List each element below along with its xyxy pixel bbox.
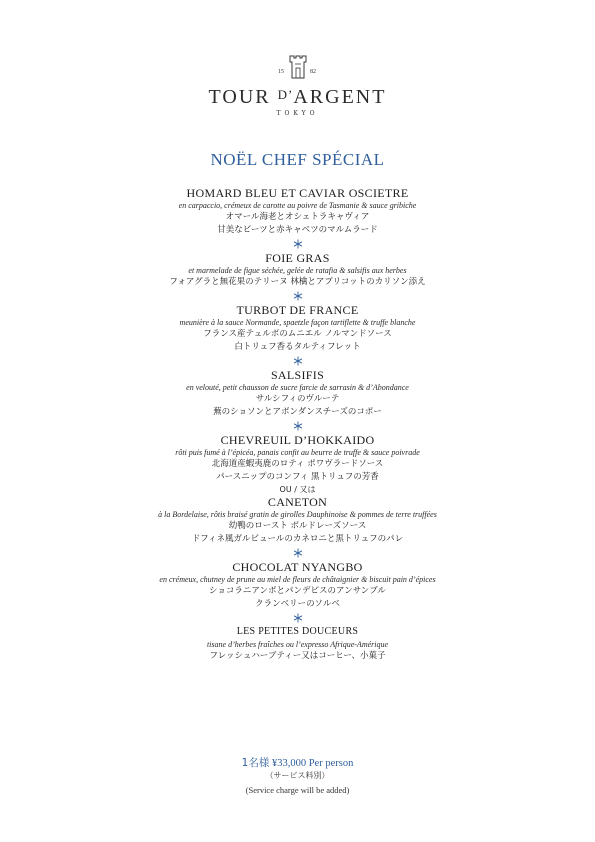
snowflake-separator (0, 546, 595, 560)
course-description-jp: 甘美なビーツと赤キャベツのマルムラード (217, 225, 378, 235)
price-prefix: 1名様 (241, 757, 270, 769)
course-description-fr: en carpaccio, crémeux de carotte au poivre de Tasmanie & sauce gribiche (178, 201, 417, 210)
course-description-jp: 北海道産蝦夷鹿のロティ ポワヴラードソース (211, 459, 384, 469)
snowflake-separator (0, 419, 595, 433)
logo (0, 52, 595, 117)
course-description-jp: 蕪のショソンとアボンダンスチーズのコポー (213, 407, 382, 417)
snowflake-icon (293, 356, 303, 366)
course-description-jp: クランベリーのソルベ (255, 599, 340, 609)
course-description-fr: en velouté, petit chausson de sucre farcie de sarrasin & d’Abondance (186, 383, 409, 392)
snowflake-separator (0, 354, 595, 368)
service-charge-jp: （サービス料別） (265, 771, 330, 780)
course-description-fr: tisane d’herbes fraîches ou l’expresso Afrique-Amérique (206, 640, 389, 649)
course-item (0, 560, 595, 611)
course-description-jp: フランス産テュルボのムニエル ノルマンドソース (203, 329, 392, 339)
brand-name: TOUR $^{D’}$ARGENT (208, 86, 387, 108)
course-item (0, 251, 595, 289)
course-description-jp: ドフィネ風ガルビュールのカネロニと黒トリュフのパレ (191, 534, 404, 544)
course-name: CANETON (267, 495, 328, 509)
course-description-jp: ショコラニアンボとパンデピスのアンサンブル (209, 586, 386, 596)
course-item (0, 495, 595, 546)
course-list (0, 186, 595, 663)
course-name: FOIE GRAS (265, 251, 330, 265)
course-description-fr: et marmelade de figue séchée, gelée de ratafia & salsifis aux herbes (188, 266, 407, 275)
menu-title: NOËL CHEF SPÉCIAL (210, 150, 385, 169)
logo-year-right: 82 (309, 69, 316, 75)
course-description-fr: rôti puis fumé à l’épicéa, panais confit au beurre de truffe & sauce poivrade (175, 448, 420, 457)
snowflake-separator (0, 237, 595, 251)
service-charge-en: (Service charge will be added) (245, 785, 350, 795)
course-description-jp: サルシフィのヴルーテ (255, 394, 340, 404)
course-name: CHEVREUIL D’HOKKAIDO (220, 433, 375, 447)
snowflake-icon (293, 291, 303, 301)
course-description-fr: à la Bordelaise, rôtis braisé gratin de girolles Dauphinoise & pommes de terre truffées (158, 510, 437, 519)
course-name: TURBOT DE FRANCE (236, 303, 359, 317)
course-description-fr: meunière à la sauce Normande, spaetzle façon tartiflette & truffe blanche (179, 318, 416, 327)
snowflake-icon (293, 421, 303, 431)
course-description-jp: 白トリュフ香るタルティフレット (234, 342, 361, 352)
snowflake-icon (293, 613, 303, 623)
course-name: SALSIFIS (270, 368, 325, 382)
course-item (0, 186, 595, 237)
course-name: LES PETITES DOUCEURS (236, 626, 359, 637)
or-separator: OU / 又は (279, 485, 316, 494)
price-amount: ¥33,000 Per person (271, 758, 354, 769)
price-line (0, 755, 595, 770)
snowflake-separator (0, 611, 595, 625)
brand-city: TOKYO (276, 110, 319, 117)
snowflake-icon (293, 548, 303, 558)
course-description-jp: フレッシュハーブティー又はコーヒー、小菓子 (209, 651, 386, 661)
course-item (0, 625, 595, 663)
course-item (0, 368, 595, 419)
course-description-fr: en crémeux, chutney de prune au miel de fleurs de châtaignier & biscuit pain d’épices (159, 575, 436, 584)
course-item (0, 303, 595, 354)
tower-crest-icon (268, 52, 328, 84)
logo-year-left: 15 (277, 69, 284, 75)
course-item (0, 433, 595, 484)
course-description-jp: パースニップのコンフィ 黒トリュフの芳香 (216, 472, 379, 482)
snowflake-icon (293, 239, 303, 249)
course-description-jp: フォアグラと無花果のテリーヌ 林檎とアプリコットのカリソン添え (169, 277, 426, 287)
course-name: CHOCOLAT NYANGBO (232, 560, 363, 574)
course-description-jp: 幼鴨のロースト ボルドレーズソース (228, 521, 367, 531)
snowflake-separator (0, 289, 595, 303)
course-description-jp: オマール海老とオシェトラキャヴィア (225, 212, 370, 222)
course-name: HOMARD BLEU ET CAVIAR OSCIETRE (186, 186, 409, 200)
